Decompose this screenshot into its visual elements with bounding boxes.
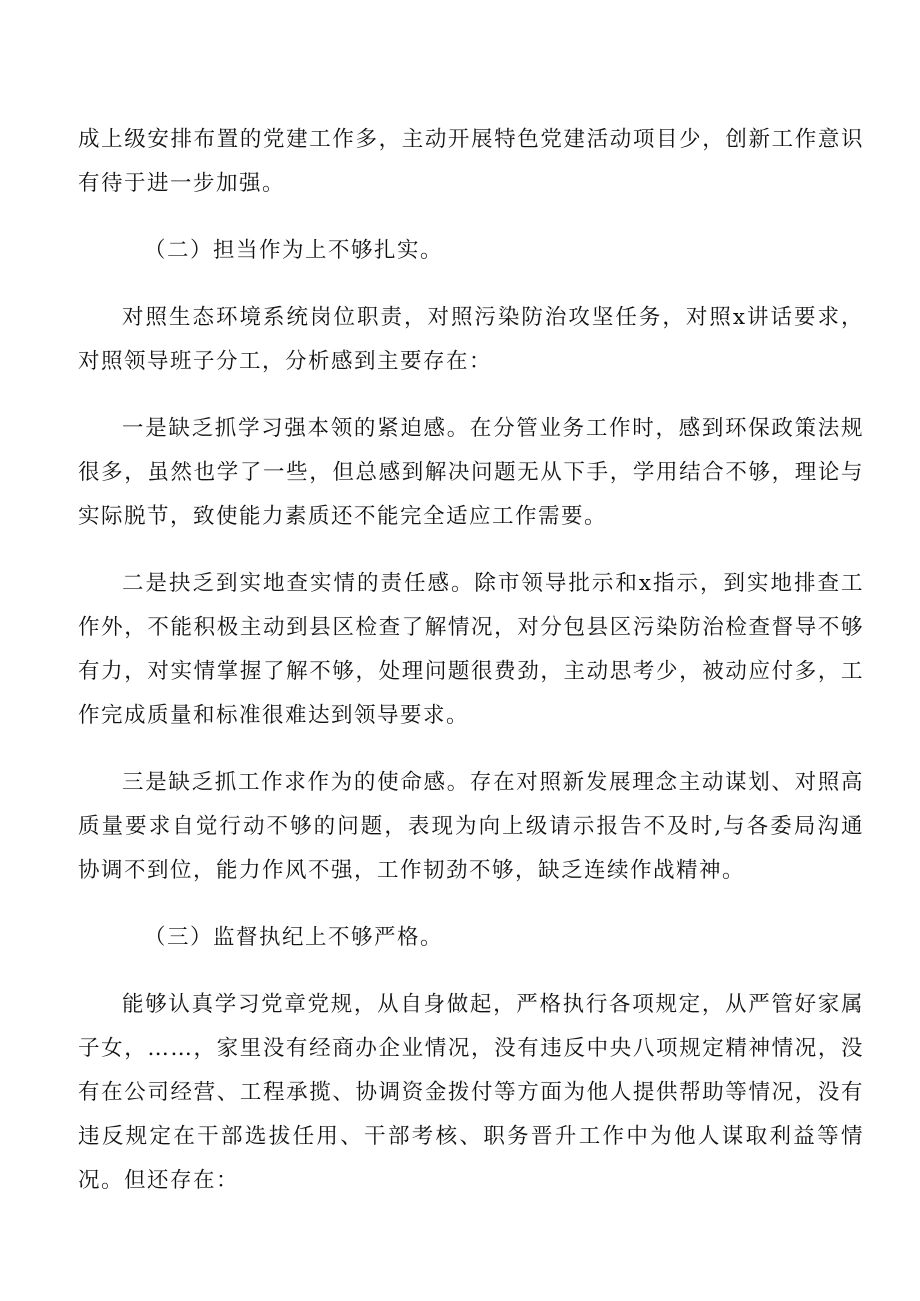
section-heading-2: （二）担当作为上不够扎实。 — [144, 238, 444, 263]
paragraph-intro: 对照生态环境系统岗位职责，对照污染防治攻坚任务，对照x讲话要求，对照领导班子分工，分析感到主要存在： — [78, 305, 864, 374]
paragraph-continuation: 成上级安排布置的党建工作多，主动开展特色党建活动项目少，创新工作意识有待于进一步加强。 — [78, 127, 864, 196]
paragraph-point-1: 一是缺乏抓学习强本领的紧迫感。在分管业务工作时，感到环保政策法规很多，虽然也学了一些，但总感到解决问题无从下手，学用结合不够，理论与实际脱节，致使能力素质还不能完全适应工作需要。 — [78, 416, 864, 529]
document-body — [78, 118, 864, 1226]
paragraph-point-3: 三是缺乏抓工作求作为的使命感。存在对照新发展理念主动谋划、对照高质量要求自觉行动不够的问题，表现为向上级请示报告不及时,与各委局沟通协调不到位，能力作风不强，工作韧劲不够，缺乏连续作战精神。 — [78, 770, 864, 883]
section-heading-3: （三）监督执纪上不够严格。 — [144, 925, 444, 950]
paragraph-point-2: 二是抉乏到实地查实情的责任感。除市领导批示和x指示，到实地排查工作外，不能积极主动到县区检查了解情况，对分包县区污染防治检查督导不够有力，对实情掌握了解不够，处理问题很费劲，主动思考少，被动应付多，工作完成质量和标准很难达到领导要求。 — [78, 571, 864, 728]
paragraph-discipline: 能够认真学习党章党规，从自身做起，严格执行各项规定，从严管好家属子女，……，家里没有经商办企业情况，没有违反中央八项规定精神情况，没有在公司经营、工程承揽、协调资金拨付等方面为他人提供帮助等情况，没有违反规定在干部选拔任用、干部考核、职务晋升工作中为他人谋取利益等情况。但还存在： — [78, 992, 864, 1193]
